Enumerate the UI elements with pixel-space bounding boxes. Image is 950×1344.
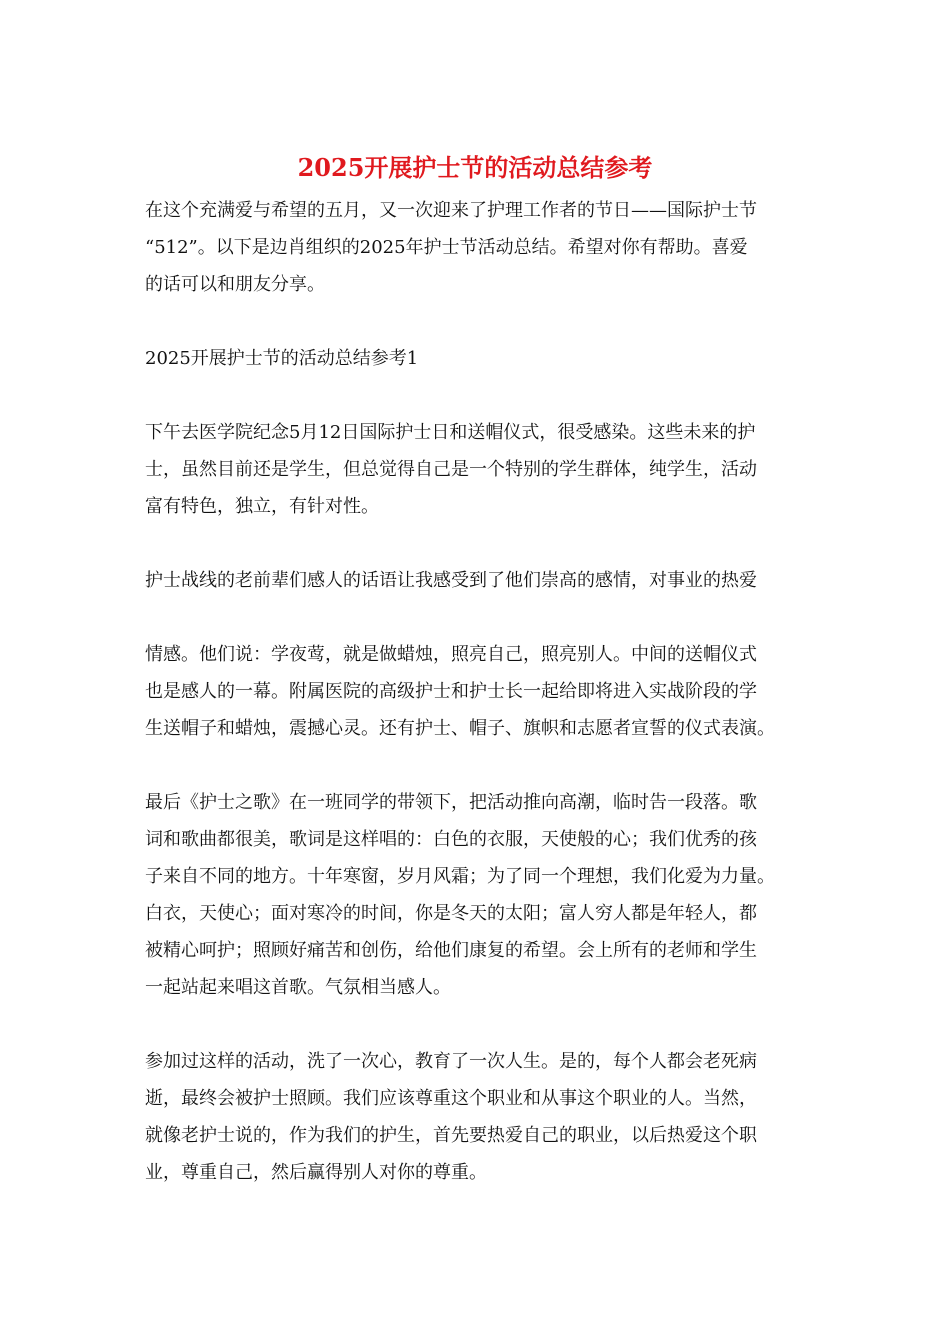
text-line: 护士战线的老前辈们感人的话语让我感受到了他们崇高的感情，对事业的热爱: [145, 570, 757, 591]
text-line: 就像老护士说的，作为我们的护生，首先要热爱自己的职业，以后热爱这个职: [145, 1125, 757, 1146]
text-line: 一起站起来唱这首歌。气氛相当感人。: [145, 977, 451, 998]
intro-paragraph: [145, 192, 805, 303]
paragraph-4: [145, 784, 805, 1006]
text-line: 逝，最终会被护士照顾。我们应该尊重这个职业和从事这个职业的人。当然，: [145, 1088, 757, 1109]
document-body: [145, 192, 805, 1191]
text-line: 也是感人的一幕。附属医院的高级护士和护士长一起给即将进入实战阶段的学: [145, 681, 757, 702]
text-line: 情感。他们说：学夜莺，就是做蜡烛，照亮自己，照亮别人。中间的送帽仪式: [145, 644, 757, 665]
text-line: “512”。以下是边肖组织的2025年护士节活动总结。希望对你有帮助。喜爱: [145, 237, 748, 258]
text-line: 下午去医学院纪念5月12日国际护士日和送帽仪式，很受感染。这些未来的护: [145, 422, 756, 443]
text-line: 生送帽子和蜡烛，震撼心灵。还有护士、帽子、旗帜和志愿者宣誓的仪式表演。: [145, 718, 775, 739]
text-line: 的话可以和朋友分享。: [145, 274, 325, 295]
text-line: 参加过这样的活动，洗了一次心，教育了一次人生。是的，每个人都会老死病: [145, 1051, 757, 1072]
text-line: 士，虽然目前还是学生，但总觉得自己是一个特别的学生群体，纯学生，活动: [145, 459, 757, 480]
text-line: 词和歌曲都很美，歌词是这样唱的：白色的衣服，天使般的心；我们优秀的孩: [145, 829, 757, 850]
paragraph-3: [145, 636, 805, 747]
paragraph-5: [145, 1043, 805, 1191]
paragraph-1: [145, 414, 805, 525]
text-line: 最后《护士之歌》在一班同学的带领下，把活动推向高潮，临时告一段落。歌: [145, 792, 757, 813]
text-line: 在这个充满爱与希望的五月，又一次迎来了护理工作者的节日——国际护士节: [145, 200, 757, 221]
text-line: 业，尊重自己，然后赢得别人对你的尊重。: [145, 1162, 487, 1183]
text-line: 被精心呵护；照顾好痛苦和创伤，给他们康复的希望。会上所有的老师和学生: [145, 940, 757, 961]
text-line: 子来自不同的地方。十年寒窗，岁月风霜；为了同一个理想，我们化爱为力量。: [145, 866, 775, 887]
text-line: 白衣，天使心；面对寒冷的时间，你是冬天的太阳；富人穷人都是年轻人，都: [145, 903, 757, 924]
paragraph-2: [145, 562, 805, 599]
section-heading: 2025开展护士节的活动总结参考1: [145, 348, 419, 369]
document-title: 2025开展护士节的活动总结参考: [297, 153, 653, 182]
text-line: 富有特色，独立，有针对性。: [145, 496, 379, 517]
